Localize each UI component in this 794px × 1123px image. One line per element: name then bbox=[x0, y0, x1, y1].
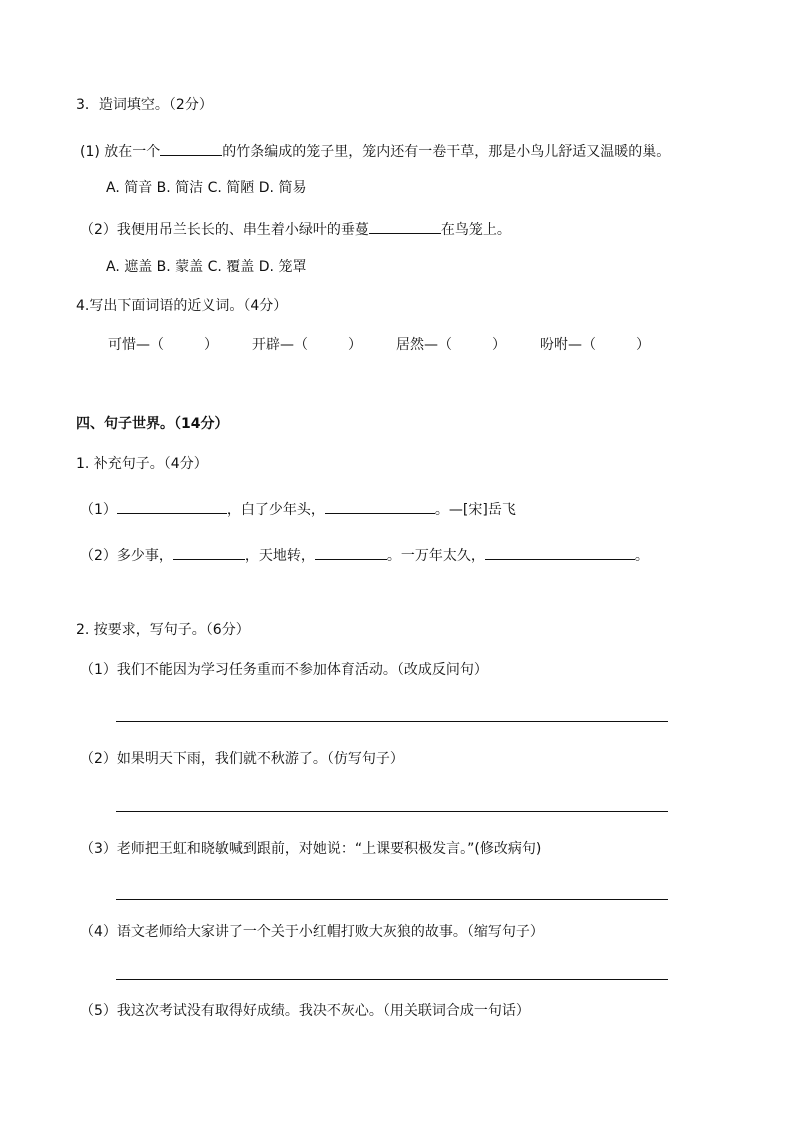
q3-item2-pre: 我便用吊兰长长的、串生着小绿叶的垂蔓 bbox=[116, 222, 369, 238]
q4-word-4-label: 吩咐— bbox=[540, 337, 582, 353]
q4-word-4-open: （ bbox=[582, 337, 596, 353]
q3-item1-options: A. 简音 B. 简洁 C. 简陋 D. 简易 bbox=[106, 180, 307, 196]
q3-item1-num: (1) bbox=[80, 144, 100, 160]
s4-q1-line1 bbox=[80, 498, 516, 520]
q3-item2-post: 在鸟笼上。 bbox=[440, 222, 511, 238]
q4-word-2-label: 开辟— bbox=[252, 337, 294, 353]
s4-q2-item-1 bbox=[80, 660, 488, 680]
q4-word-2-open: （ bbox=[294, 337, 308, 353]
q4-title: 4.写出下面词语的近义词。（4分） bbox=[76, 298, 288, 314]
q3-item1-pre: 放在一个 bbox=[104, 144, 161, 160]
s4-q1-line1-num: （1） bbox=[80, 502, 117, 518]
q3-item1 bbox=[80, 140, 670, 162]
s4-q2-item-4 bbox=[80, 922, 544, 942]
s4-q2-item-5 bbox=[80, 1001, 530, 1021]
q3-item2-blank[interactable] bbox=[369, 218, 441, 234]
s4-q2-item-5-num: （5） bbox=[80, 1003, 117, 1019]
s4-q1-line1-mid: ，白了少年头， bbox=[226, 502, 325, 518]
s4-q2-item-2-num: （2） bbox=[80, 751, 117, 767]
s4-q1-line2-blank1[interactable] bbox=[173, 544, 245, 560]
s4-q2-item-1-text: 我们不能因为学习任务重而不参加体育活动。（改成反问句） bbox=[116, 662, 488, 678]
s4-q2-item-3-num: （3） bbox=[80, 841, 117, 857]
q4-word-1-open: （ bbox=[150, 337, 164, 353]
q4-word-1 bbox=[108, 335, 218, 355]
s4-q1-line2-pre: 多少事， bbox=[116, 548, 173, 564]
q4-word-1-close: ） bbox=[204, 337, 218, 353]
q4-word-4 bbox=[540, 335, 650, 355]
q3-title: 3．造词填空。（2分） bbox=[76, 97, 213, 113]
answer-line-4[interactable] bbox=[116, 979, 668, 980]
s4-q2-title: 2. 按要求，写句子。（6分） bbox=[76, 622, 250, 638]
s4-q1-line2-mid2: 。一万年太久， bbox=[386, 548, 485, 564]
s4-q1-line2-blank2[interactable] bbox=[315, 544, 387, 560]
s4-q1-line2-blank3[interactable] bbox=[485, 544, 635, 560]
q4-word-4-close: ） bbox=[636, 337, 650, 353]
s4-q1-line2-num: （2） bbox=[80, 548, 117, 564]
q4-word-3 bbox=[396, 335, 506, 355]
s4-q2-item-4-text: 语文老师给大家讲了一个关于小红帽打败大灰狼的故事。（缩写句子） bbox=[116, 924, 544, 940]
answer-line-1[interactable] bbox=[116, 721, 668, 722]
s4-q1-line1-blank2[interactable] bbox=[325, 498, 435, 514]
s4-q2-item-2 bbox=[80, 749, 404, 769]
s4-q1-line2-end: 。 bbox=[634, 548, 649, 564]
s4-q2-item-5-text: 我这次考试没有取得好成绩。我决不灰心。（用关联词合成一句话） bbox=[116, 1003, 530, 1019]
s4-q1-line1-end: 。—[宋]岳飞 bbox=[434, 502, 516, 518]
answer-line-3[interactable] bbox=[116, 899, 668, 900]
s4-q2-item-3-text: 老师把王虹和晓敏喊到跟前，对她说：“上课要积极发言。”(修改病句) bbox=[116, 841, 542, 857]
s4-q2-item-1-num: （1） bbox=[80, 662, 117, 678]
s4-q2-item-2-text: 如果明天下雨，我们就不秋游了。（仿写句子） bbox=[116, 751, 404, 767]
q3-item2 bbox=[80, 218, 511, 240]
q3-item1-blank[interactable] bbox=[160, 140, 222, 156]
q3-item2-options: A. 遮盖 B. 蒙盖 C. 覆盖 D. 笼罩 bbox=[106, 259, 307, 275]
q4-word-3-label: 居然— bbox=[396, 337, 438, 353]
q4-word-1-label: 可惜— bbox=[108, 337, 150, 353]
q3-item1-post: 的竹条编成的笼子里，笼内还有一卷干草，那是小鸟儿舒适又温暖的巢。 bbox=[222, 144, 671, 160]
s4-q1-line2-mid1: ，天地转， bbox=[244, 548, 315, 564]
s4-q1-line1-blank1[interactable] bbox=[117, 498, 227, 514]
q3-item2-num: （2） bbox=[80, 222, 117, 238]
s4-q1-title: 1. 补充句子。（4分） bbox=[76, 456, 208, 472]
answer-line-2[interactable] bbox=[116, 811, 668, 812]
q4-word-2-close: ） bbox=[348, 337, 362, 353]
s4-q1-line2 bbox=[80, 544, 649, 566]
section4-heading: 四、句子世界。（14分） bbox=[76, 416, 229, 432]
q4-word-3-open: （ bbox=[438, 337, 452, 353]
s4-q2-item-3 bbox=[80, 839, 541, 859]
s4-q2-item-4-num: （4） bbox=[80, 924, 117, 940]
q4-word-3-close: ） bbox=[492, 337, 506, 353]
q4-word-2 bbox=[252, 335, 362, 355]
